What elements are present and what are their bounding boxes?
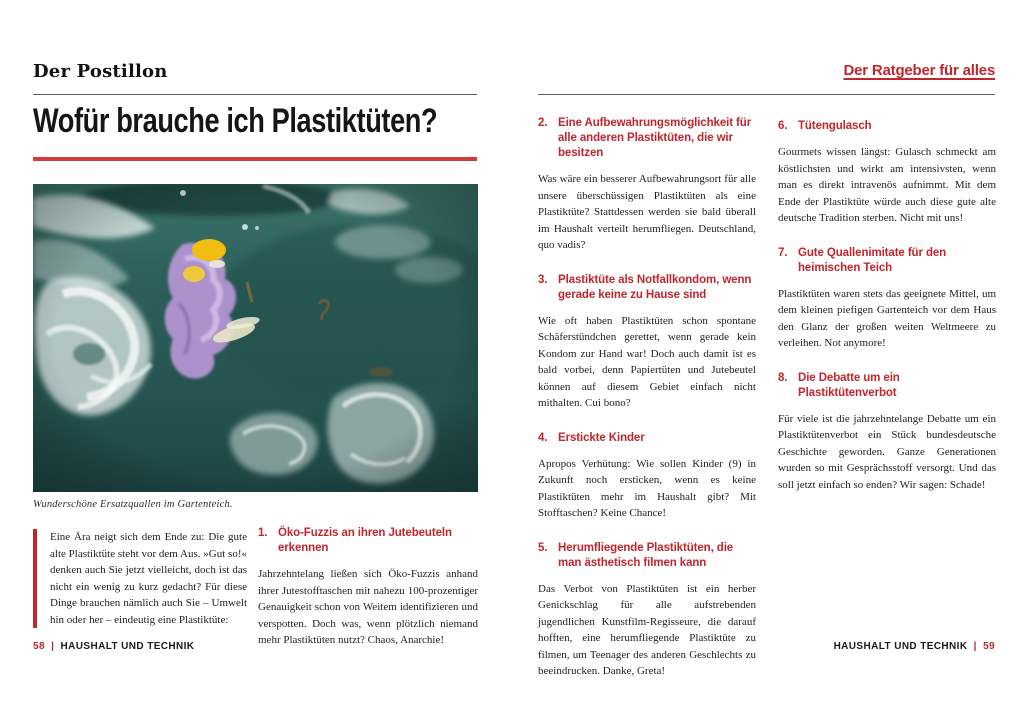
article-headline: Wofür brauche ich Plastiktüten? (33, 102, 438, 140)
photo-caption: Wunderschöne Ersatzquallen im Gartenteich. (33, 499, 233, 510)
photo-illustration (33, 184, 478, 492)
column-right-page-b (778, 119, 996, 512)
column-left-page (258, 526, 478, 668)
section-title: Gute Quallenimitate für den heimischen Teich (798, 246, 947, 274)
page-number-right: 59 (983, 641, 995, 652)
section-1 (258, 526, 478, 649)
section-body: Das Verbot von Plastiktüten ist ein herber Genickschlag für alle aufstrebenden jugendlichen Kunstfilm-Regisseure, die darauf hofften, eine herumfliegende Plastiktüte zu filmen, um Teenager des anderen Geschlechts zu beeindrucken. Danke, Greta! (538, 582, 756, 677)
headline-underline-bar (33, 157, 477, 161)
section-number: 8. (778, 371, 788, 384)
section-2 (538, 116, 756, 254)
section-body: Gourmets wissen längst: Gulasch schmeckt am köstlichsten und wirkt am intensivsten, wenn man es direkt intravenös aufnimmt. Mit dem Ende der Plastiktüte würde auch diese gute alte deutsche Tradition sterben. Nicht mit uns! (778, 146, 996, 224)
column-right-page-a (538, 116, 756, 699)
section-title: Eine Aufbewahrungsmöglichkeit für alle anderen Plastiktüten, die wir besitzen (558, 117, 752, 159)
section-title: Öko-Fuzzis an ihren Jutebeuteln erkennen (278, 527, 452, 554)
page-number-left: 58 (33, 641, 45, 652)
section-body: Jahrzehntelang ließen sich Öko-Fuzzis anhand ihrer Jutestofftaschen mit nahezu 100-prozentiger Genauigkeit schon von Weitem identifizieren und verspotten. Doch was, wenn plötzlich niemand mehr Plastiktüten nutzt? Chaos, Anarchie! (258, 568, 478, 646)
footer-separator: | (51, 641, 55, 652)
section-5 (538, 541, 756, 680)
section-body: Plastiktüten waren stets das geeignete Mittel, um dem kleinen piefigen Gartenteich vor dem Haus den Glanz der großen weiten Weltmeere zu verleihen. Not anymore! (778, 287, 996, 349)
section-title: Plastiktüte als Notfallkondom, wenn gerade keine zu Hause sind (558, 273, 752, 301)
footer-right (834, 641, 995, 652)
section-number: 7. (778, 246, 788, 259)
header-rule-right (538, 94, 995, 95)
section-title: Tütengulasch (798, 120, 872, 132)
section-4 (538, 431, 756, 522)
section-title: Die Debatte um ein Plastiktütenverbot (798, 371, 900, 399)
section-number: 6. (778, 120, 788, 132)
section-3 (538, 273, 756, 412)
section-number: 2. (538, 117, 548, 129)
underwater-plastic-bags-photo (33, 184, 478, 492)
footer-separator: | (973, 641, 977, 652)
section-title: Herumfliegende Plastiktüten, die man ästhetisch filmen kann (558, 541, 734, 569)
masthead-logo: Der Postillon (33, 61, 168, 82)
section-body: Apropos Verhütung: Wie sollen Kinder (9) in Zukunft noch ersticken, wenn es keine Plastiktüten mehr im Haushalt gibt? Mit Stofftaschen? Keine Chance! (538, 457, 756, 519)
section-number: 3. (538, 273, 548, 286)
section-body: Wie oft haben Plastiktüten schon spontane Schäferstündchen gerettet, wenn gerade kein Kondom zur Hand war! Doch auch damit ist es bald vorbei, denn Papiertüten und Jutebeutel können auf diesem Gebiet einfach nicht mithalten. Cui bono? (538, 314, 756, 409)
header-rule-left (33, 94, 477, 95)
ratgeber-rubric-label: Der Ratgeber für alles (843, 62, 995, 79)
section-8 (778, 371, 996, 494)
section-number: 4. (538, 431, 548, 444)
footer-rubric-label: HAUSHALT UND TECHNIK (60, 641, 195, 652)
section-6 (778, 119, 996, 227)
section-number: 1. (258, 527, 268, 539)
intro-paragraph: Eine Ära neigt sich dem Ende zu: Die gute alte Plastiktüte steht vor dem Aus. »Gut so!« denken auch Sie jetzt vielleicht, doch ist das nicht ein wenig zu kurz gedacht? Für diese Dinge brauchen nämlich auch Sie – Umwelt hin oder her – eindeutig eine Plastiktüte: (33, 529, 247, 628)
section-body: Was wäre ein besserer Aufbewahrungsort für alle unsere überschüssigen Plastiktüten als eine Plastiktüte? Stattdessen werden sie bald überall im Haushalt verteilt herumfliegen. Deutschland, quo vadis? (538, 173, 756, 251)
footer-left (33, 641, 194, 652)
footer-rubric-label: HAUSHALT UND TECHNIK (833, 641, 968, 652)
section-number: 5. (538, 541, 548, 554)
section-body: Für viele ist die jahrzehntelange Debatte um ein Plastiktütenverbot ein Stück bundesdeutsche Geschichte geworden. Ganze Generationen wurden so mit Gesprächsstoff versorgt. Und das soll jetzt einfach so enden? Wir sagen: Schade! (778, 412, 996, 491)
section-title: Erstickte Kinder (558, 431, 645, 444)
section-7 (778, 246, 996, 352)
